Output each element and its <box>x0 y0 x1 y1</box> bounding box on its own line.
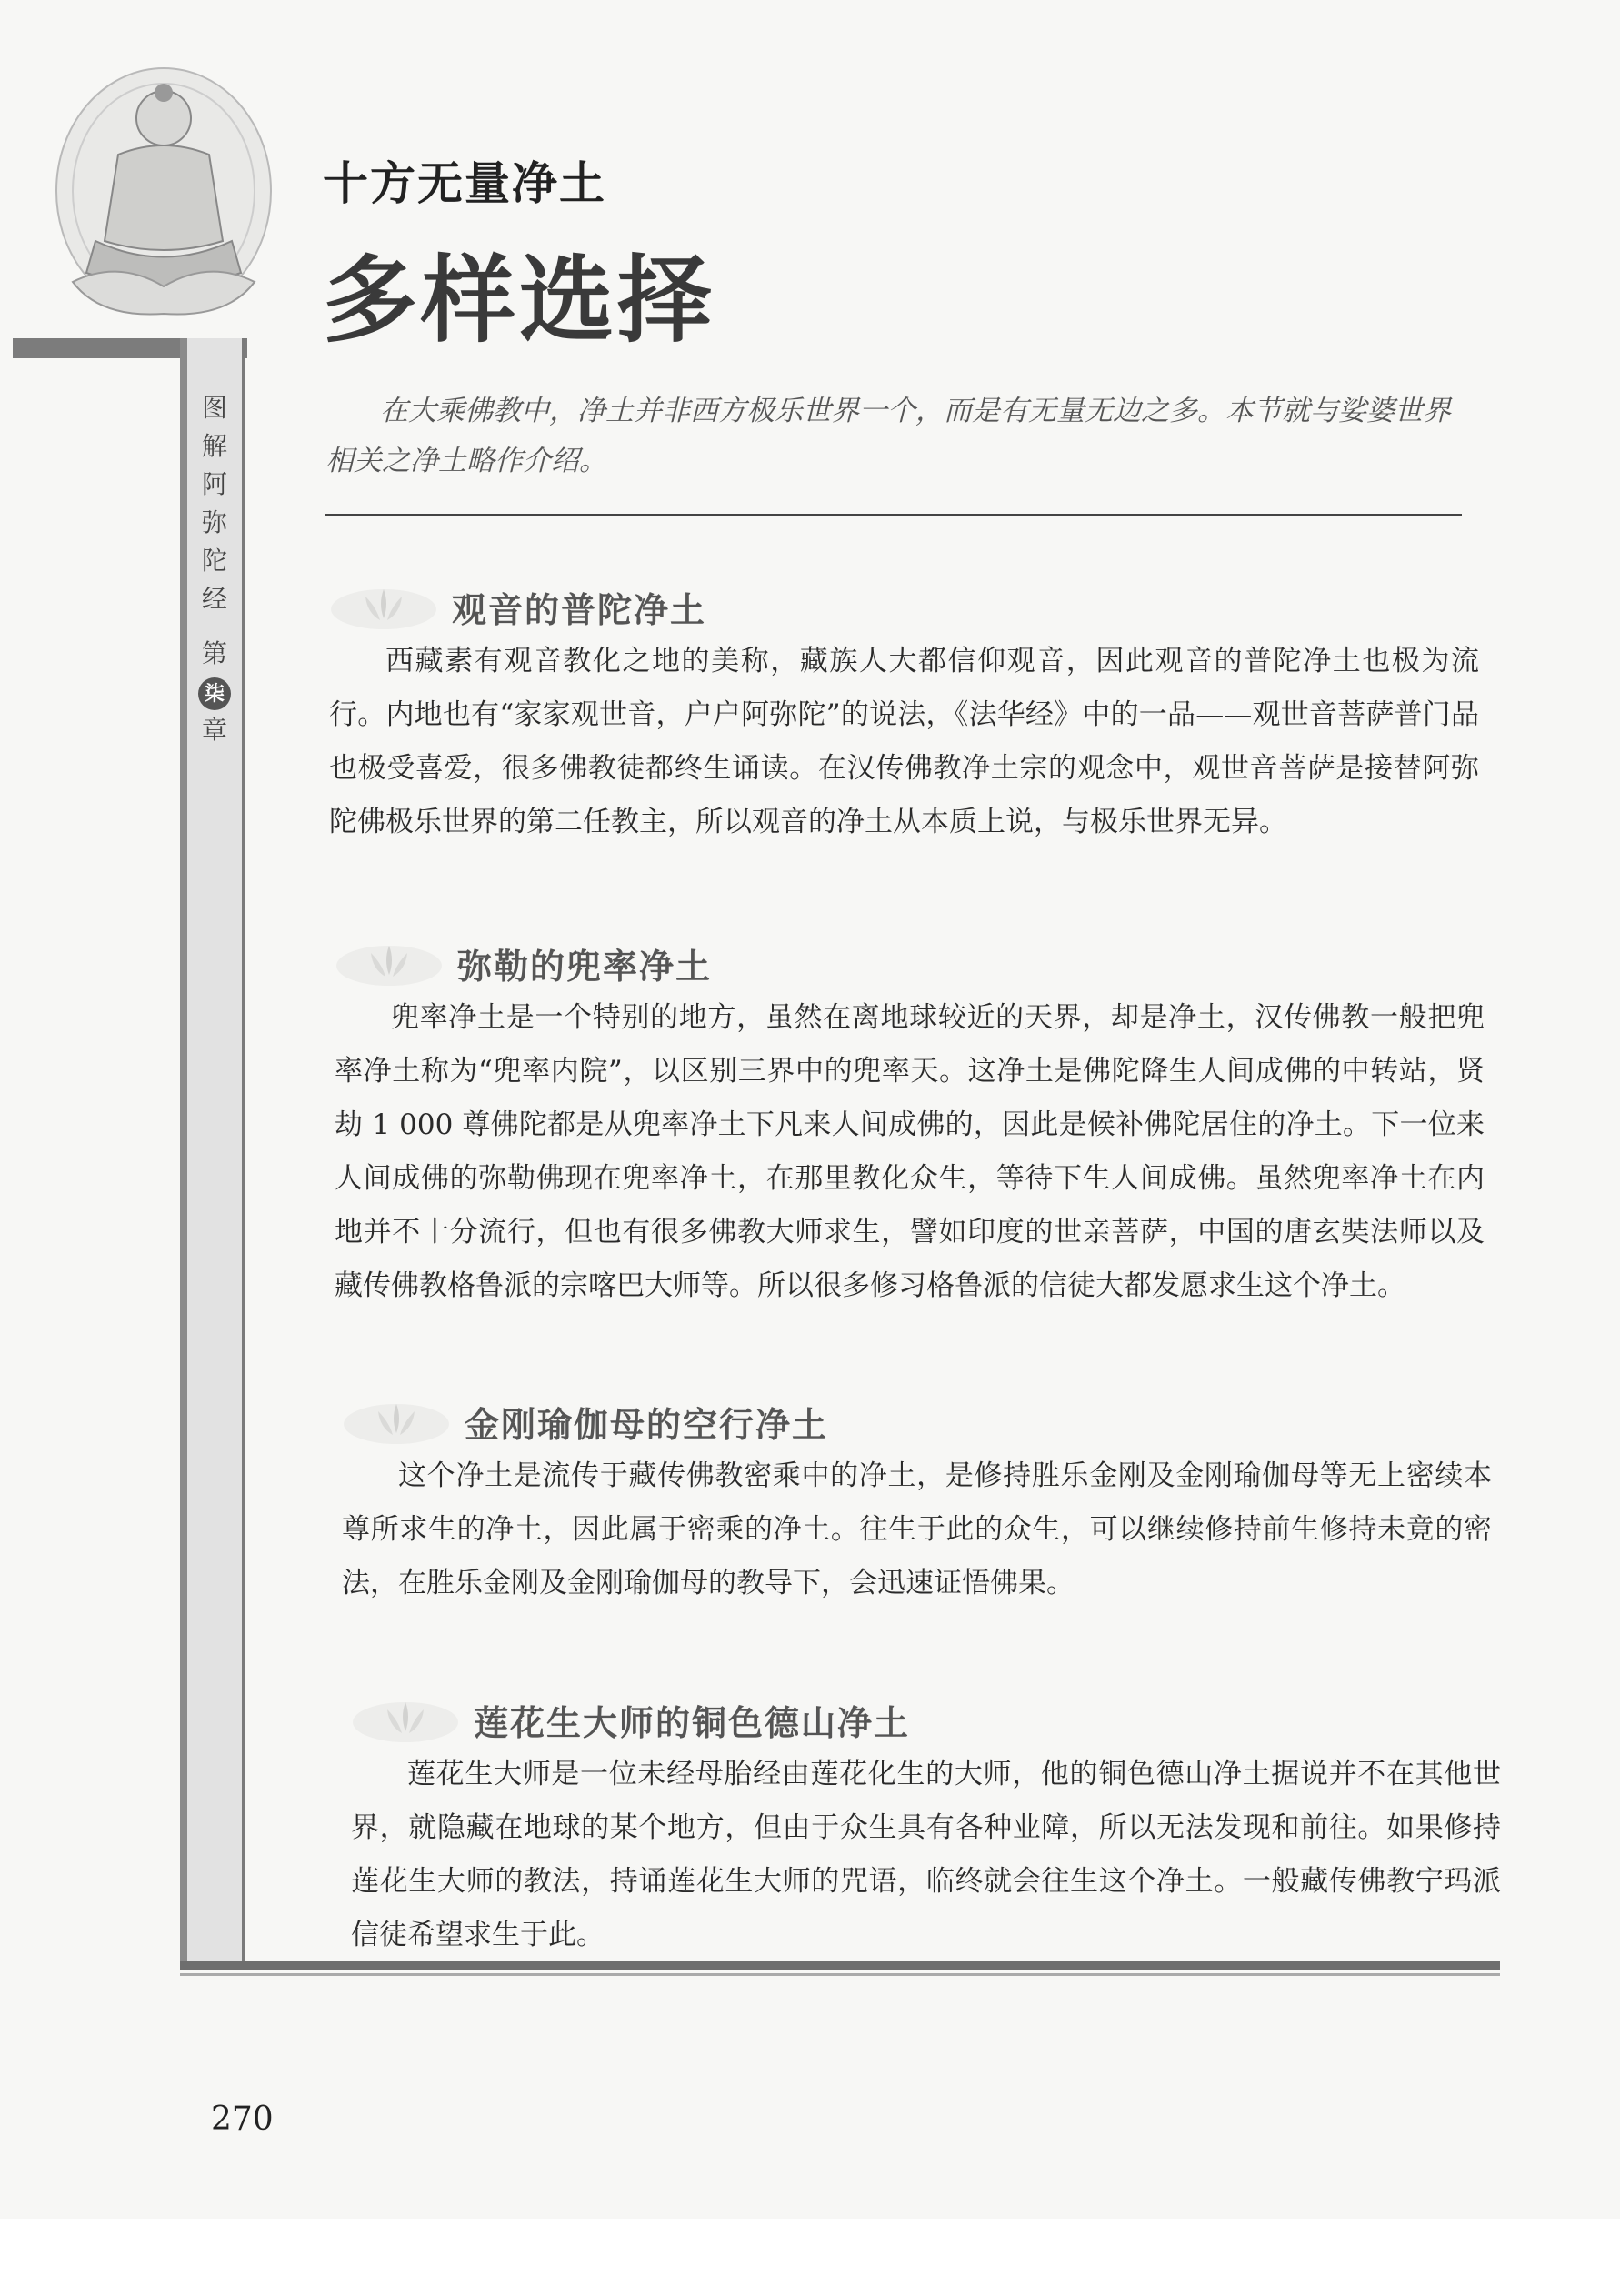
side-title-char: 图 <box>201 393 227 423</box>
side-title-char: 经 <box>201 584 227 614</box>
side-title-char: 陀 <box>201 546 227 576</box>
page-number: 270 <box>211 2100 274 2138</box>
section-doushuai <box>335 938 1485 1313</box>
chapter-prefix: 第 <box>201 638 227 668</box>
section-title: 金刚瑜伽母的空行净土 <box>465 1405 829 1445</box>
section-title: 弥勒的兜率净土 <box>457 947 713 987</box>
section-kongxing <box>342 1397 1492 1610</box>
intro-paragraph: 在大乘佛教中，净土并非西方极乐世界一个，而是有无量无边之多。本节就与娑婆世界相关之净土略作介绍。 <box>325 395 1451 477</box>
section-body: 莲花生大师是一位未经母胎经由莲花化生的大师，他的铜色德山净土据说并不在其他世界，就隐藏在地球的某个地方，但由于众生具有各种业障，所以无法发现和前往。如果修持莲花生大师的教法，持诵莲花生大师的咒语，临终就会往生这个净土。一般藏传佛教宁玛派信徒希望求生于此。 <box>351 1758 1501 1951</box>
chapter-number-badge: 柒 <box>198 677 231 710</box>
section-tongse <box>351 1695 1501 1962</box>
side-title-char: 弥 <box>201 507 227 537</box>
section-body: 西藏素有观音教化之地的美称，藏族人大都信仰观音，因此观音的普陀净土也极为流行。内地也有“家家观世音，户户阿弥陀”的说法，《法华经》中的一品——观世音菩萨普门品也极受喜爱，很多佛教徒都终生诵读。在汉传佛教净土宗的观念中，观世音菩萨是接替阿弥陀佛极乐世界的第二任教主，所以观音的净土从本质上说，与极乐世界无异。 <box>329 645 1479 838</box>
side-title-char: 阿 <box>201 469 227 499</box>
lotus-icon <box>329 582 438 633</box>
side-title-char: 解 <box>201 431 227 461</box>
page-title: 多样选择 <box>323 245 716 356</box>
section-title: 观音的普陀净土 <box>452 590 707 630</box>
chapter-suffix: 章 <box>201 715 227 745</box>
lotus-icon <box>351 1695 460 1746</box>
bottom-bar <box>180 1961 1500 1970</box>
lotus-icon <box>335 938 444 989</box>
section-body: 这个净土是流传于藏传佛教密乘中的净土，是修持胜乐金刚及金刚瑜伽母等无上密续本尊所求生的净土，因此属于密乘的净土。往生于此的众生，可以继续修持前生修持未竟的密法，在胜乐金刚及金刚瑜伽母的教导下，会迅速证悟佛果。 <box>342 1459 1492 1599</box>
section-kicker: 十方无量净土 <box>323 156 606 210</box>
bottom-bar-thin <box>180 1973 1500 1976</box>
buddha-illustration <box>45 55 282 327</box>
divider <box>325 514 1462 516</box>
lotus-icon <box>342 1397 451 1448</box>
section-title: 莲花生大师的铜色德山净土 <box>474 1703 911 1743</box>
side-running-title <box>187 389 242 749</box>
section-putuo <box>329 582 1479 849</box>
section-body: 兜率净土是一个特别的地方，虽然在离地球较近的天界，却是净土，汉传佛教一般把兜率净土称为“兜率内院”，以区别三界中的兜率天。这净土是佛陀降生人间成佛的中转站，贤劫 1 000 尊佛陀都是从兜率净土下凡来人间成佛的，因此是候补佛陀居住的净土。下一位来人间成佛的弥勒佛现在兜率净土，在那里教化众生，等待下生人间成佛。虽然兜率净土在内地并不十分流行，但也有很多佛教大师求生，譬如印度的世亲菩萨，中国的唐玄奘法师以及藏传佛教格鲁派的宗喀巴大师等。所以很多修习格鲁派的信徒大都发愿求生这个净土。 <box>335 1001 1485 1302</box>
